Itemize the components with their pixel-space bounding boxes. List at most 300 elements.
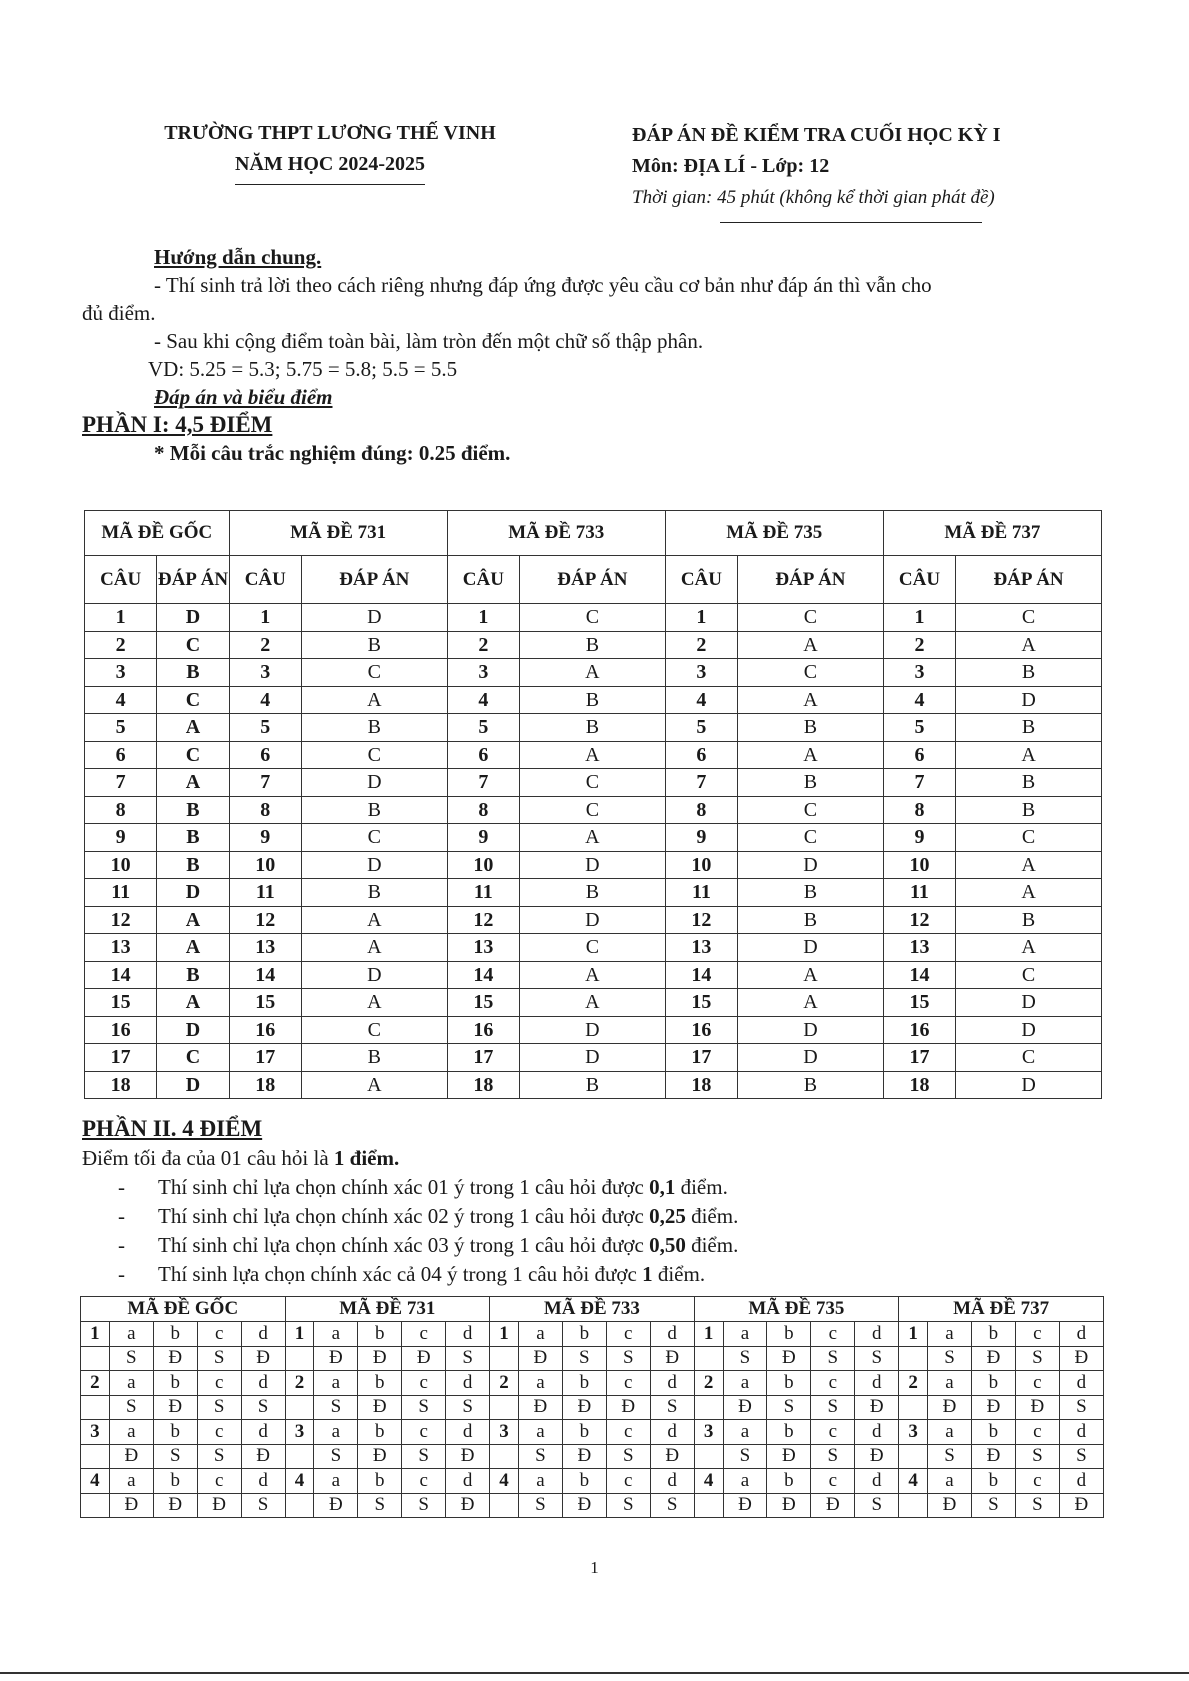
answer-cell: Đ <box>109 1493 153 1518</box>
option-cell: b <box>971 1420 1015 1445</box>
answer-row <box>81 1395 1104 1420</box>
option-cell: b <box>153 1322 197 1347</box>
subheader-cau: CÂU <box>447 556 519 604</box>
guide-line-1b: đủ điểm. <box>82 301 156 325</box>
option-cell: a <box>928 1371 972 1396</box>
question-number-cell: 11 <box>85 879 157 907</box>
answer-cell: S <box>928 1444 972 1469</box>
question-number-cell: 11 <box>447 879 519 907</box>
question-number-cell: 11 <box>229 879 301 907</box>
answer-cell: Đ <box>153 1346 197 1371</box>
answer-cell: S <box>971 1493 1015 1518</box>
answer-cell: D <box>738 934 884 962</box>
question-number-cell: 14 <box>883 961 955 989</box>
question-number-cell: 16 <box>447 1016 519 1044</box>
answer-cell: A <box>738 741 884 769</box>
option-cell: c <box>606 1371 650 1396</box>
empty-cell <box>694 1493 723 1518</box>
empty-cell <box>81 1493 110 1518</box>
answer-cell: S <box>109 1346 153 1371</box>
answer-cell: A <box>520 741 666 769</box>
question-number-cell: 8 <box>883 796 955 824</box>
answer-cell: D <box>520 1016 666 1044</box>
option-cell: d <box>1059 1469 1103 1494</box>
school-header <box>140 118 520 185</box>
answer-cell: Đ <box>153 1395 197 1420</box>
question-number-cell: 2 <box>490 1371 519 1396</box>
option-cell: a <box>109 1469 153 1494</box>
answer-cell: D <box>157 1071 229 1099</box>
question-number-cell: 15 <box>85 989 157 1017</box>
option-cell: b <box>358 1322 402 1347</box>
answers-title: Đáp án và biểu điểm <box>154 385 333 409</box>
answer-row <box>81 1346 1104 1371</box>
answer-cell: A <box>738 961 884 989</box>
question-number-cell: 1 <box>85 604 157 632</box>
question-number-cell: 7 <box>229 769 301 797</box>
answer-cell: Đ <box>606 1395 650 1420</box>
answer-cell: S <box>314 1444 358 1469</box>
question-number-cell: 13 <box>447 934 519 962</box>
answer-cell: Đ <box>446 1493 490 1518</box>
answer-cell: Đ <box>562 1395 606 1420</box>
option-cell: c <box>811 1420 855 1445</box>
answer-cell: S <box>402 1444 446 1469</box>
question-number-cell: 4 <box>285 1469 314 1494</box>
question-number-cell: 8 <box>665 796 737 824</box>
answer-cell: Đ <box>650 1346 694 1371</box>
option-cell: b <box>153 1469 197 1494</box>
answer-cell: C <box>956 824 1102 852</box>
answer-cell: Đ <box>314 1493 358 1518</box>
answer-cell: Đ <box>241 1346 285 1371</box>
answer-cell: D <box>520 1044 666 1072</box>
question-number-cell: 3 <box>85 659 157 687</box>
empty-cell <box>490 1346 519 1371</box>
answer-cell: D <box>956 686 1102 714</box>
answer-cell: B <box>520 686 666 714</box>
question-number-cell: 9 <box>229 824 301 852</box>
header-737: MÃ ĐỀ 737 <box>883 511 1101 556</box>
part1-title: PHẦN I: 4,5 ĐIỂM <box>82 412 273 437</box>
answer-cell: B <box>157 824 229 852</box>
option-cell: b <box>767 1371 811 1396</box>
part2-section <box>82 1114 1092 1289</box>
answer-cell: B <box>738 769 884 797</box>
answer-cell: S <box>402 1395 446 1420</box>
question-number-cell: 12 <box>883 906 955 934</box>
scan-edge-line <box>0 1672 1189 1674</box>
option-cell: b <box>971 1469 1015 1494</box>
answer-cell: S <box>1059 1444 1103 1469</box>
empty-cell <box>285 1346 314 1371</box>
subheader-dapan: ĐÁP ÁN <box>738 556 884 604</box>
answer-cell: D <box>738 1044 884 1072</box>
option-cell: b <box>153 1371 197 1396</box>
table-row <box>85 659 1102 687</box>
table-row <box>85 741 1102 769</box>
empty-cell <box>490 1493 519 1518</box>
rule-tail: điểm. <box>657 1262 706 1286</box>
scoring-rule <box>82 1231 1092 1260</box>
question-number-cell: 5 <box>85 714 157 742</box>
answer-cell: D <box>520 906 666 934</box>
rule-points: 0,25 <box>649 1204 686 1228</box>
answer-cell: C <box>520 769 666 797</box>
code-header: MÃ ĐỀ 737 <box>899 1297 1104 1322</box>
question-number-cell: 17 <box>85 1044 157 1072</box>
part2-title: PHẦN II. 4 ĐIỂM <box>82 1116 263 1141</box>
option-cell: a <box>314 1322 358 1347</box>
guide-line-2: - Sau khi cộng điểm toàn bài, làm tròn đến một chữ số thập phân. <box>154 329 704 353</box>
question-number-cell: 6 <box>665 741 737 769</box>
option-cell: b <box>767 1469 811 1494</box>
header-731: MÃ ĐỀ 731 <box>229 511 447 556</box>
part2-answer-table <box>80 1296 1104 1518</box>
answer-cell: S <box>197 1346 241 1371</box>
answer-cell: B <box>956 906 1102 934</box>
answer-cell: D <box>301 961 447 989</box>
question-number-cell: 16 <box>883 1016 955 1044</box>
question-number-cell: 1 <box>285 1322 314 1347</box>
answer-cell: Đ <box>518 1346 562 1371</box>
answer-cell: Đ <box>767 1444 811 1469</box>
guide-line-1: - Thí sinh trả lời theo cách riêng nhưng đáp ứng được yêu cầu cơ bản như đáp án thì vẫn cho <box>154 273 932 297</box>
option-cell: b <box>153 1420 197 1445</box>
option-cell: d <box>1059 1371 1103 1396</box>
question-number-cell: 6 <box>883 741 955 769</box>
question-number-cell: 4 <box>883 686 955 714</box>
rule-tail: điểm. <box>691 1233 739 1257</box>
question-number-cell: 15 <box>229 989 301 1017</box>
answer-row <box>81 1444 1104 1469</box>
table-row <box>85 934 1102 962</box>
table-row <box>85 961 1102 989</box>
option-cell: a <box>518 1322 562 1347</box>
answer-cell: Đ <box>723 1493 767 1518</box>
question-number-cell: 6 <box>447 741 519 769</box>
question-number-cell: 1 <box>447 604 519 632</box>
question-number-cell: 3 <box>490 1420 519 1445</box>
answer-cell: Đ <box>855 1395 899 1420</box>
option-cell: c <box>1015 1371 1059 1396</box>
table-row <box>85 769 1102 797</box>
option-cell: c <box>197 1322 241 1347</box>
question-number-cell: 3 <box>81 1420 110 1445</box>
option-cell: d <box>855 1322 899 1347</box>
answer-cell: S <box>197 1444 241 1469</box>
answer-cell: B <box>301 714 447 742</box>
answer-cell: Đ <box>314 1346 358 1371</box>
option-cell: c <box>1015 1322 1059 1347</box>
question-number-cell: 2 <box>899 1371 928 1396</box>
answer-cell: S <box>241 1395 285 1420</box>
question-number-cell: 17 <box>447 1044 519 1072</box>
question-number-cell: 16 <box>85 1016 157 1044</box>
exam-header <box>632 120 1082 213</box>
question-number-cell: 1 <box>490 1322 519 1347</box>
option-cell: b <box>767 1420 811 1445</box>
answer-cell: B <box>157 851 229 879</box>
question-number-cell: 12 <box>229 906 301 934</box>
question-number-cell: 16 <box>665 1016 737 1044</box>
question-number-cell: 14 <box>85 961 157 989</box>
answer-cell: C <box>157 1044 229 1072</box>
empty-cell <box>694 1444 723 1469</box>
question-number-cell: 1 <box>229 604 301 632</box>
answer-cell: D <box>520 851 666 879</box>
subject-line: Môn: ĐỊA LÍ - Lớp: 12 <box>632 155 830 177</box>
subheader-cau: CÂU <box>883 556 955 604</box>
answer-cell: S <box>518 1493 562 1518</box>
header-orig: MÃ ĐỀ GỐC <box>85 511 230 556</box>
answer-cell: Đ <box>446 1444 490 1469</box>
option-row <box>81 1371 1104 1396</box>
answer-cell: B <box>738 906 884 934</box>
answer-cell: Đ <box>241 1444 285 1469</box>
question-number-cell: 7 <box>665 769 737 797</box>
answer-cell: D <box>738 1016 884 1044</box>
option-cell: d <box>650 1371 694 1396</box>
school-name: TRƯỜNG THPT LƯƠNG THẾ VINH <box>164 122 496 144</box>
table-row <box>85 796 1102 824</box>
answer-cell: B <box>520 879 666 907</box>
time-line: Thời gian: 45 phút (không kể thời gian phát đề) <box>632 187 995 208</box>
code-header: MÃ ĐỀ GỐC <box>81 1297 286 1322</box>
answer-cell: D <box>956 1071 1102 1099</box>
question-number-cell: 4 <box>229 686 301 714</box>
question-number-cell: 2 <box>85 631 157 659</box>
question-number-cell: 3 <box>883 659 955 687</box>
answer-cell: A <box>301 989 447 1017</box>
answer-cell: B <box>738 714 884 742</box>
option-row <box>81 1322 1104 1347</box>
option-cell: c <box>811 1322 855 1347</box>
answer-cell: S <box>606 1493 650 1518</box>
question-number-cell: 4 <box>490 1469 519 1494</box>
answer-cell: B <box>301 879 447 907</box>
question-number-cell: 7 <box>447 769 519 797</box>
answer-cell: B <box>301 796 447 824</box>
question-number-cell: 4 <box>81 1469 110 1494</box>
part2-intro: Điểm tối đa của 01 câu hỏi là 1 điểm. <box>82 1146 400 1170</box>
table-row <box>85 989 1102 1017</box>
question-number-cell: 1 <box>694 1322 723 1347</box>
answer-cell: Đ <box>928 1493 972 1518</box>
option-cell: c <box>402 1420 446 1445</box>
option-cell: c <box>197 1469 241 1494</box>
empty-cell <box>285 1395 314 1420</box>
question-number-cell: 4 <box>447 686 519 714</box>
question-number-cell: 1 <box>899 1322 928 1347</box>
answer-cell: Đ <box>358 1395 402 1420</box>
option-cell: c <box>197 1371 241 1396</box>
option-cell: a <box>109 1420 153 1445</box>
option-cell: d <box>650 1322 694 1347</box>
option-cell: c <box>197 1420 241 1445</box>
question-number-cell: 10 <box>229 851 301 879</box>
answer-cell: C <box>956 604 1102 632</box>
question-number-cell: 5 <box>447 714 519 742</box>
answer-cell: D <box>301 851 447 879</box>
question-number-cell: 2 <box>883 631 955 659</box>
rule-points: 0,50 <box>649 1233 686 1257</box>
answer-cell: A <box>520 989 666 1017</box>
school-year: NĂM HỌC 2024-2025 <box>235 149 425 185</box>
question-number-cell: 17 <box>883 1044 955 1072</box>
question-number-cell: 14 <box>447 961 519 989</box>
question-number-cell: 5 <box>665 714 737 742</box>
option-cell: b <box>358 1420 402 1445</box>
question-number-cell: 18 <box>665 1071 737 1099</box>
answer-cell: Đ <box>562 1444 606 1469</box>
doc-title: ĐÁP ÁN ĐỀ KIỂM TRA CUỐI HỌC KỲ I <box>632 124 1001 146</box>
answer-cell: S <box>314 1395 358 1420</box>
option-cell: b <box>767 1322 811 1347</box>
question-number-cell: 13 <box>665 934 737 962</box>
question-number-cell: 5 <box>883 714 955 742</box>
answer-cell: A <box>301 1071 447 1099</box>
question-number-cell: 12 <box>85 906 157 934</box>
question-number-cell: 9 <box>883 824 955 852</box>
question-number-cell: 5 <box>229 714 301 742</box>
answer-cell: A <box>520 824 666 852</box>
option-cell: c <box>811 1371 855 1396</box>
answer-cell: B <box>157 796 229 824</box>
question-number-cell: 12 <box>665 906 737 934</box>
empty-cell <box>694 1395 723 1420</box>
answer-cell: A <box>301 686 447 714</box>
answer-cell: A <box>157 714 229 742</box>
answer-cell: B <box>956 796 1102 824</box>
answer-cell: D <box>301 604 447 632</box>
question-number-cell: 7 <box>883 769 955 797</box>
answer-cell: D <box>157 604 229 632</box>
question-number-cell: 2 <box>447 631 519 659</box>
question-number-cell: 16 <box>229 1016 301 1044</box>
answer-cell: A <box>956 879 1102 907</box>
answer-cell: B <box>738 1071 884 1099</box>
option-cell: d <box>650 1469 694 1494</box>
answer-cell: A <box>738 989 884 1017</box>
empty-cell <box>285 1444 314 1469</box>
answer-cell: B <box>956 714 1102 742</box>
subheader-dapan: ĐÁP ÁN <box>157 556 229 604</box>
question-number-cell: 2 <box>694 1371 723 1396</box>
answer-cell: S <box>358 1493 402 1518</box>
answer-cell: S <box>109 1395 153 1420</box>
option-cell: b <box>562 1322 606 1347</box>
answer-cell: C <box>301 1016 447 1044</box>
answer-cell: Đ <box>402 1346 446 1371</box>
answer-cell: B <box>520 631 666 659</box>
answer-cell: S <box>650 1493 694 1518</box>
answer-cell: C <box>157 741 229 769</box>
answer-cell: A <box>301 906 447 934</box>
answer-cell: Đ <box>767 1346 811 1371</box>
question-number-cell: 18 <box>883 1071 955 1099</box>
rule-tail: điểm. <box>691 1204 739 1228</box>
answer-cell: Đ <box>811 1493 855 1518</box>
answer-cell: S <box>723 1346 767 1371</box>
option-cell: d <box>446 1469 490 1494</box>
option-cell: d <box>241 1322 285 1347</box>
question-number-cell: 15 <box>447 989 519 1017</box>
option-cell: d <box>241 1469 285 1494</box>
option-cell: c <box>606 1469 650 1494</box>
answer-cell: Đ <box>109 1444 153 1469</box>
empty-cell <box>899 1444 928 1469</box>
answer-row <box>81 1493 1104 1518</box>
question-number-cell: 3 <box>229 659 301 687</box>
answer-cell: S <box>811 1395 855 1420</box>
code-header: MÃ ĐỀ 733 <box>490 1297 695 1322</box>
answer-cell: D <box>956 989 1102 1017</box>
answer-cell: C <box>157 631 229 659</box>
part1-answer-table <box>84 510 1102 1099</box>
option-row <box>81 1469 1104 1494</box>
option-cell: a <box>518 1371 562 1396</box>
question-number-cell: 1 <box>665 604 737 632</box>
answer-cell: S <box>1015 1493 1059 1518</box>
question-number-cell: 3 <box>665 659 737 687</box>
answer-cell: B <box>157 659 229 687</box>
answer-cell: C <box>157 686 229 714</box>
answer-cell: A <box>157 769 229 797</box>
answer-cell: Đ <box>928 1395 972 1420</box>
answer-cell: S <box>153 1444 197 1469</box>
option-cell: b <box>358 1469 402 1494</box>
answer-cell: C <box>520 604 666 632</box>
question-number-cell: 2 <box>81 1371 110 1396</box>
option-cell: b <box>358 1371 402 1396</box>
question-number-cell: 2 <box>285 1371 314 1396</box>
code-header: MÃ ĐỀ 735 <box>694 1297 899 1322</box>
answer-cell: S <box>723 1444 767 1469</box>
answer-cell: Đ <box>518 1395 562 1420</box>
option-cell: d <box>1059 1420 1103 1445</box>
answer-cell: S <box>855 1346 899 1371</box>
answer-cell: D <box>738 851 884 879</box>
answer-cell: D <box>301 769 447 797</box>
question-number-cell: 18 <box>229 1071 301 1099</box>
table-row <box>85 906 1102 934</box>
answer-cell: S <box>197 1395 241 1420</box>
answer-cell: C <box>520 934 666 962</box>
option-cell: c <box>606 1322 650 1347</box>
table-row <box>85 824 1102 852</box>
empty-cell <box>81 1444 110 1469</box>
table-row <box>85 631 1102 659</box>
rule-text: Thí sinh chỉ lựa chọn chính xác 01 ý trong 1 câu hỏi được <box>158 1175 644 1199</box>
option-cell: b <box>971 1322 1015 1347</box>
question-number-cell: 3 <box>694 1420 723 1445</box>
answer-cell: S <box>606 1346 650 1371</box>
part1-note: * Mỗi câu trắc nghiệm đúng: 0.25 điểm. <box>154 441 511 465</box>
answer-cell: C <box>301 659 447 687</box>
answer-cell: D <box>157 1016 229 1044</box>
option-cell: d <box>446 1420 490 1445</box>
option-cell: d <box>855 1371 899 1396</box>
subheader-cau: CÂU <box>665 556 737 604</box>
option-cell: c <box>606 1420 650 1445</box>
rule-dash: - <box>118 1204 125 1228</box>
question-number-cell: 9 <box>665 824 737 852</box>
answer-cell: Đ <box>358 1444 402 1469</box>
option-cell: a <box>109 1322 153 1347</box>
question-number-cell: 18 <box>85 1071 157 1099</box>
answer-cell: A <box>520 961 666 989</box>
